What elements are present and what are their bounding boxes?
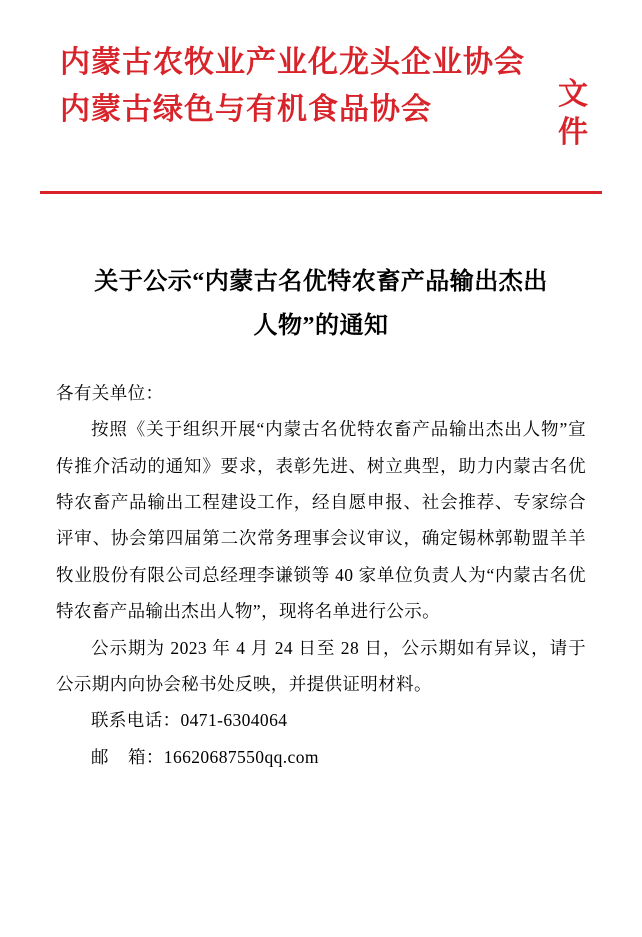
org-name-line-1: 内蒙古农牧业产业化龙头企业协会 (60, 46, 525, 79)
document-marker-wenjian: 文件 (558, 78, 588, 149)
page-title-line-1: 关于公示“内蒙古名优特农畜产品输出杰出 (94, 269, 548, 295)
letterhead (0, 0, 642, 149)
body-paragraph-2: 公示期为 2023 年 4 月 24 日至 28 日，公示期如有异议，请于公示期内向协会秘书处反映，并提供证明材料。 (56, 637, 586, 694)
salutation: 各有关单位： (56, 382, 164, 403)
contact-phone: 联系电话：0471-6304064 (91, 710, 288, 731)
page-title-line-2: 人物”的通知 (253, 313, 389, 340)
document-body (56, 375, 586, 775)
body-paragraph-1: 按照《关于组织开展“内蒙古名优特农畜产品输出杰出人物”宣传推介活动的通知》要求，表彰先进、树立典型，助力内蒙古名优特农畜产品输出工程建设工作，经自愿申报、社会推荐、专家综合评审、协会第四届第二次常务理事会议审议，确定锡林郭勒盟羊羊牧业股份有限公司总经理李谦锁等 40 家单位负责人为“内蒙古名优特农畜产品输出杰出人物”，现将名单进行公示。 (56, 419, 586, 622)
contact-mail: 邮 箱：16620687550qq.com (91, 746, 319, 767)
page-title (70, 260, 572, 349)
red-divider-rule (40, 191, 602, 194)
letterhead-org-names (42, 40, 600, 149)
org-name-line-2: 内蒙古绿色与有机食品协会 (60, 92, 432, 126)
